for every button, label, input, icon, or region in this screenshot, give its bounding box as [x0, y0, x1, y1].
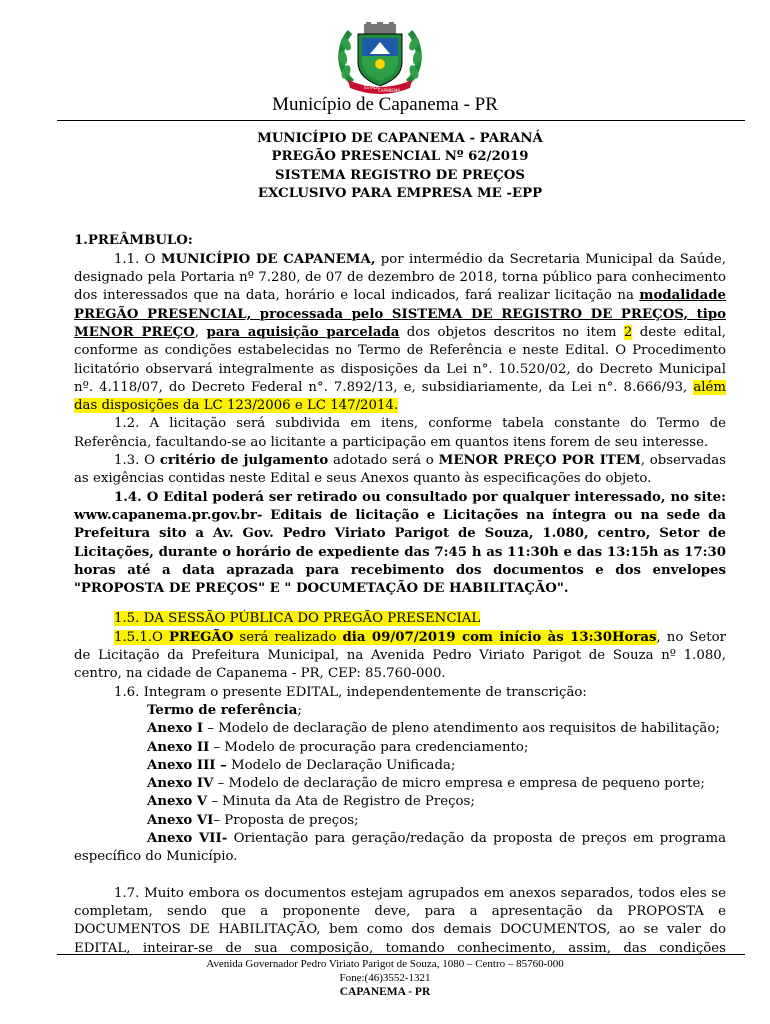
title-line: SISTEMA REGISTRO DE PREÇOS [275, 167, 525, 183]
annex-item: Anexo I – Modelo de declaração de pleno atendimento aos requisitos de habilitação; [147, 721, 720, 737]
highlight-lc: além das disposições da LC 123/2006 e LC 147/2014. [74, 379, 726, 414]
annex-item: Anexo IV – Modelo de declaração de micro empresa e empresa de pequeno porte; [147, 776, 705, 792]
footer-divider [57, 954, 745, 955]
footer-city: CAPANEMA - PR [339, 986, 431, 998]
section-heading: 1.PREÂMBULO: [74, 233, 193, 249]
footer-phone: Fone:(46)3552-1321 [339, 972, 431, 984]
paragraph-1-4: 1.4. O Edital poderá ser retirado ou consultado por qualquer interessado, no site: www.capanema.pr.gov.br- Editais de licitação e Licitações na íntegra ou na sede da Prefeitura sito a Av. Gov. Pedro Viriato Parigot de Souza, 1.080, centro, Setor de Licitações, durante o horário de expediente das 7:45 h as 11:30h e das 13:15h as 17:30 horas até a data aprazada para recebimento dos documentos e dos envelopes "PROPOSTA DE PREÇOS" E " DOCUMETAÇÃO DE HABILITAÇÃO". [74, 489, 726, 597]
paragraph-1-6: 1.6. Integram o presente EDITAL, independentemente de transcrição: [114, 684, 587, 700]
footer-address: Avenida Governador Pedro Viriato Parigot de Souza, 1080 – Centro – 85760-000 [206, 958, 564, 970]
crest-banner-left: ESTADO [364, 85, 381, 90]
header-title: Município de Capanema - PR [272, 94, 498, 115]
annex-item: Anexo V – Minuta da Ata de Registro de Preços; [147, 794, 475, 810]
annex-item: Anexo II – Modelo de procuração para credenciamento; [147, 739, 529, 755]
document-body [74, 130, 726, 958]
header-divider [57, 120, 745, 121]
paragraph-1-3: 1.3. O critério de julgamento adotado será o MENOR PREÇO POR ITEM, observadas as exigências contidas neste Edital e seus Anexos quanto às especificações do objeto. [74, 453, 726, 487]
highlight-item-ref: 2 [623, 324, 633, 340]
annex-item: Anexo III – Modelo de Declaração Unificada; [147, 757, 456, 773]
paragraph-1-2: 1.2. A licitação será subdivida em itens, conforme tabela constante do Termo de Referência, facultando-se ao licitante a participação em quantos itens forem de seu interesse. [74, 416, 726, 450]
title-line: MUNICÍPIO DE CAPANEMA - PARANÁ [257, 131, 543, 146]
annex-item: Anexo VII- Orientação para geração/redação da proposta de preços em programa específico do Município. [74, 830, 726, 865]
paragraph-1-5: 1.5. DA SESSÃO PÚBLICA DO PREGÃO PRESENCIAL [114, 611, 481, 627]
document-title-block [74, 130, 726, 203]
paragraph-1-1: 1.1. O MUNICÍPIO DE CAPANEMA, por intermédio da Secretaria Municipal da Saúde, designado pela Portaria nº 7.280, de 07 de dezembro de 2018, torna público para conhecimento dos interessados que na data, horário e local indicados, fará realizar licitação na modalidade PREGÃO PRESENCIAL, processada pelo SISTEMA DE REGISTRO DE PREÇOS, tipo MENOR PREÇO, para aquisição parcelada dos objetos descritos no item 2 deste edital, conforme as condições estabelecidas no Termo de Referência e neste Edital. O Procedimento licitatório observará integralmente as disposições da Lei n°. 10.520/02, do Decreto Municipal nº. 4.118/07, do Decreto Federal n°. 7.892/13, e, subsidiariamente, da Lei n°. 8.666/93, além das disposições da LC 123/2006 e LC 147/2014. [74, 251, 727, 414]
paragraph-1-7: 1.7. Muito embora os documentos estejam agrupados em anexos separados, todos eles se completam, sendo que a proponente deve, para a apresentação da PROPOSTA e DOCUMENTOS DE HABILITAÇÃO, bem como dos demais DOCUMENTOS, ao se valer do EDITAL, inteirar-se de sua composição, tomando conhecimento, assim, das condições [74, 885, 726, 956]
title-line: PREGÃO PRESENCIAL Nº 62/2019 [271, 149, 529, 165]
crest-banner-right: CAPANEMA [378, 88, 401, 93]
annex-item: Termo de referência; [147, 702, 302, 718]
paragraph-1-5-1: 1.5.1.O PREGÃO será realizado dia 09/07/2019 com início às 13:30Horas, no Setor de Licitação da Prefeitura Municipal, na Avenida Pedro Viriato Parigot de Souza nº 1.080, centro, na cidade de Capanema - PR, CEP: 85.760-000. [74, 629, 726, 682]
title-line: EXCLUSIVO PARA EMPRESA ME -EPP [257, 185, 543, 201]
municipal-crest-icon [334, 22, 426, 94]
annex-item: Anexo VI– Proposta de preços; [147, 812, 359, 828]
